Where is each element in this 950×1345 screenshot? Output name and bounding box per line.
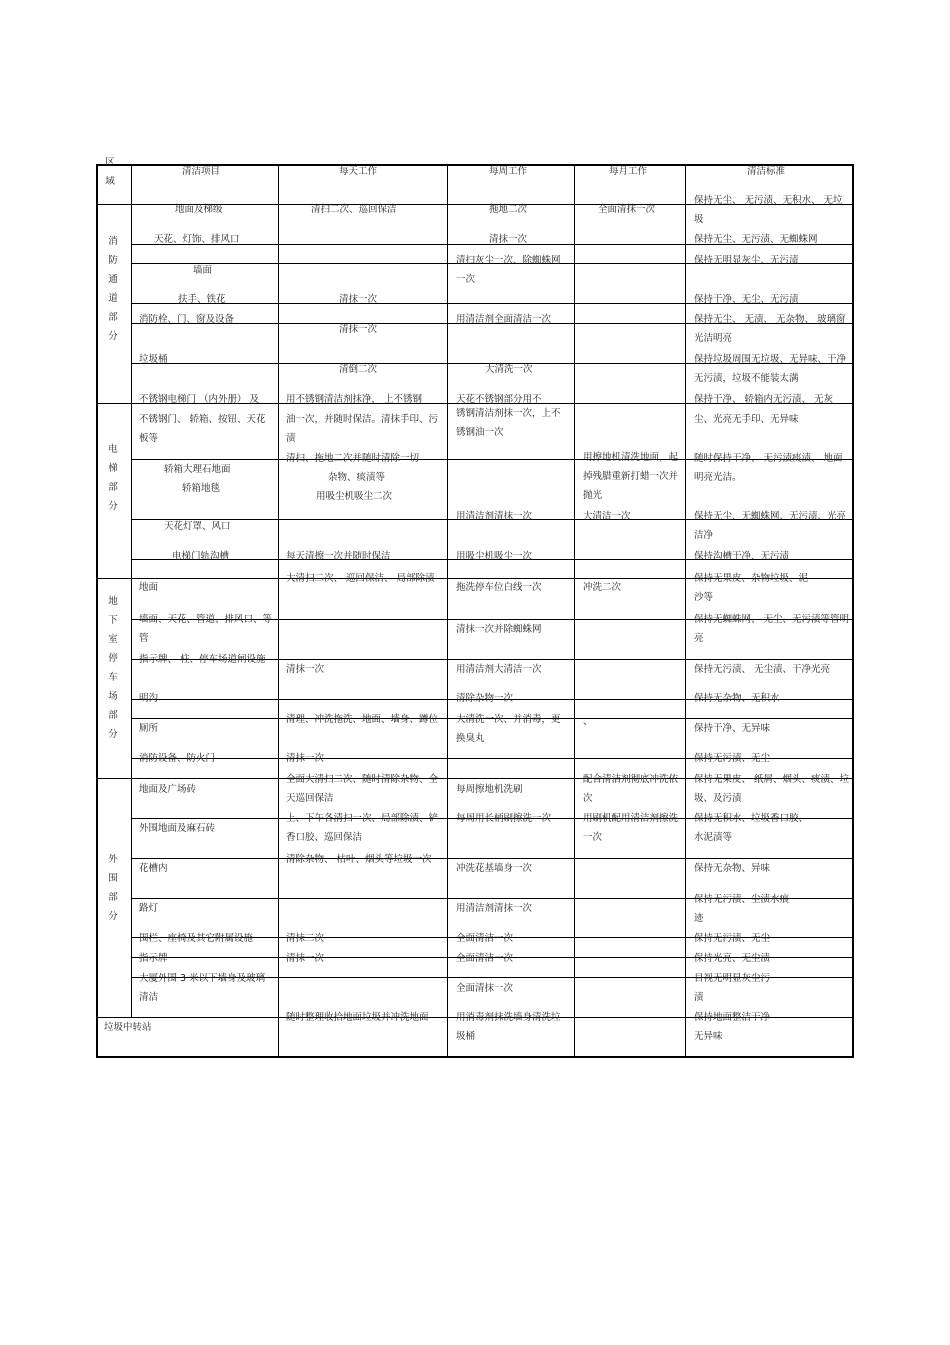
cell-item: 轿箱大理石地面: [164, 464, 231, 475]
table-left-border: [96, 164, 98, 1058]
header-weekly: 每周工作: [489, 166, 528, 177]
cell-weekly: 全面清洁一次: [456, 953, 514, 964]
cell-item: 大厦外围 3 米以下墙身及玻璃清洁: [139, 973, 266, 1003]
cell-weekly: 清扫灰尘一次、除蜘蛛网一次: [456, 255, 561, 285]
cell-weekly: 清抹一次: [489, 234, 528, 245]
cell-standard: 保持光亮、无尘渍: [694, 953, 771, 964]
cell-standard: 保持无明显灰尘、无污渍: [694, 255, 799, 266]
cell-standard: 保持干净、无异味: [694, 723, 771, 734]
cell-item: 不锈钢电梯门 （内外册） 及: [139, 394, 260, 405]
cell-daily: 清抹二次: [286, 933, 325, 944]
cell-weekly: 全面清洁一次: [456, 933, 514, 944]
section-fire-label: 消防通道部分: [108, 236, 118, 342]
col-divider: [278, 164, 279, 1057]
cell-standard: 保持无污渍、尘渍水痕迹: [694, 894, 790, 924]
cell-standard: 保持干净、 轿箱内无污渍、 无灰: [694, 394, 834, 405]
cell-monthly: 大清洁一次: [583, 511, 631, 522]
header-monthly: 每月工作: [609, 166, 648, 177]
cell-item: 围栏、座椅及其它附属设施: [139, 933, 254, 944]
cell-weekly: 大清洗一次: [485, 364, 533, 375]
cell-standard: 保持干净、无尘、无污渍: [694, 294, 799, 305]
cell-standard: 保持无尘、 无污渍、无积水、 无垃圾: [694, 195, 843, 225]
cell-daily: 油一次，并随时保洁。清抹手印、污渍: [286, 414, 439, 444]
cell-weekly: 全面清抹一次: [456, 983, 514, 994]
cell-weekly: 每周用长柄刷擦洗一次: [456, 813, 552, 824]
cell-monthly: 全面清抹一次: [598, 204, 656, 215]
cell-standard: 目视无明显灰尘污渍: [694, 973, 771, 1003]
cell-daily: 大清扫二次、 巡回保洁、 局部除渍: [286, 573, 435, 584]
cell-weekly: 用清洁剂清抹一次: [456, 903, 533, 914]
cell-daily: 清抹一次: [286, 664, 325, 675]
cell-standard: 保持无杂物、异味: [694, 863, 771, 874]
cell-daily: 随时整理收拾地面垃圾并冲洗地面: [286, 1012, 429, 1023]
cell-weekly: 冲洗花基墙身一次: [456, 863, 533, 874]
cell-weekly: 用消毒剂抹洗墙身清洗垃圾桶: [456, 1012, 561, 1042]
cell-standard: 保持无蜘蛛网、 无尘、无污渍等管明亮: [694, 614, 850, 644]
cell-item: 扶手、铁花: [178, 294, 226, 305]
cell-item: 花槽内: [139, 863, 168, 874]
cell-item: 路灯: [139, 903, 159, 914]
cell-weekly: 拖洗停车位白线一次: [456, 582, 542, 593]
cell-item: 地面及广场砖: [139, 784, 197, 795]
cell-item: 天花、灯饰、排风口: [154, 234, 240, 245]
cell-standard: 保持无杂物、无积水: [694, 693, 780, 704]
cell-standard: 保持无污渍、 无尘渍、干净光亮: [694, 664, 831, 675]
cell-item: 消防设备、防火门: [139, 753, 216, 764]
cell-standard: 保持无果皮、 纸屑、烟头、痰渍、垃圾、及污渍: [694, 774, 850, 804]
cell-standard: 保持无积水、垃圾香口胶、水泥渍等: [694, 813, 809, 843]
cell-weekly: 拖地二次: [489, 204, 528, 215]
cell-standard: 保持无污渍、无尘: [694, 753, 771, 764]
cell-item: 电梯门轨沟槽: [172, 551, 230, 562]
header-daily: 每天工作: [339, 166, 378, 177]
cell-weekly: 用清洁剂大清洁一次: [456, 664, 542, 675]
cell-daily: 每天清擦一次并随时保洁: [286, 551, 391, 562]
cell-weekly: 大清洗一次、并消毒，更换臭丸: [456, 714, 561, 744]
col-divider: [447, 164, 448, 1057]
cell-weekly: 清抹一次并除蜘蛛网: [456, 624, 542, 635]
cell-standard: 保持无尘、无蜘蛛网、无污渍、光亮洁净: [694, 511, 847, 541]
cell-item: 轿箱地毯: [182, 483, 221, 494]
cell-weekly: 锈钢清洁剂抹一次，上不锈钢油一次: [456, 408, 561, 438]
cell-weekly: 用吸尘机吸尘一次: [456, 551, 533, 562]
cell-weekly: 每周擦地机洗刷: [456, 784, 523, 795]
col-divider: [574, 164, 575, 1057]
cell-standard: 尘、光亮无手印、无异味: [694, 414, 799, 425]
cell-daily: 清扫、拖地二次并随时清除一切: [286, 453, 420, 464]
col-divider: [685, 164, 686, 1057]
cell-monthly: 用擦地机清洗地面，起掉残腊重新打蜡一次并抛光: [583, 452, 679, 501]
cell-item: 地面及梯级: [175, 204, 223, 215]
cell-daily: 清扫二次、巡回保洁: [311, 204, 397, 215]
cell-item: 指示牌、 柱、停车场道闸设施: [139, 654, 266, 665]
cell-item: 地面: [139, 582, 159, 593]
cell-item: 垃圾桶: [139, 354, 168, 365]
cell-daily: 清抹一次: [286, 753, 325, 764]
cell-monthly: 、: [583, 716, 593, 727]
cell-standard: 保持无果皮、杂物垃圾、泥沙等: [694, 573, 809, 603]
cell-item: 明沟: [139, 693, 159, 704]
cell-weekly: 天花不锈钢部分用不: [456, 394, 542, 405]
cell-item: 消防栓、门、窗及设备: [139, 314, 235, 325]
cell-daily: 用不锈钢清洁剂抹净， 上不锈钢: [286, 394, 423, 405]
section-elevator-label: 电梯部分: [108, 444, 118, 512]
cell-standard: 保持无污渍、无尘: [694, 933, 771, 944]
cell-item: 指示牌: [139, 953, 168, 964]
cell-item: 墙面: [193, 265, 213, 276]
cell-daily: 清除杂物、 枯叶、烟头等垃圾一次: [286, 854, 432, 865]
header-area: 区域: [105, 157, 115, 187]
cell-daily: 清理、冲洗拖洗、地面、墙身、蹲位: [286, 714, 439, 725]
cell-item: 垃圾中转站: [104, 1022, 152, 1033]
cell-weekly: 用清洁剂全面清洁一次: [456, 314, 552, 325]
cell-standard: 保持无尘、 无渍、 无杂物、 玻璃窗光洁明亮: [694, 314, 846, 344]
cell-item: 厕所: [139, 723, 159, 734]
cell-daily: 全面大清扫二次、随时清除杂物、全天巡回保洁: [286, 774, 439, 804]
cell-standard: 保持沟槽干净、无污渍: [694, 551, 790, 562]
cell-item: 不锈钢门、 轿箱、按钮、天花板等: [139, 414, 266, 444]
cell-item: 天花灯罩、风口: [164, 521, 231, 532]
header-standard: 清洁标准: [747, 166, 786, 177]
cell-standard: 保持地面整洁干净无异味: [694, 1012, 771, 1042]
cell-monthly: 配合清洁剂彻底冲洗依次: [583, 774, 679, 804]
cell-weekly: 用清洁剂清抹一次: [456, 511, 533, 522]
cell-daily: 用吸尘机吸尘二次: [316, 491, 393, 502]
cell-monthly: 用刷机配用清洁剂擦洗一次: [583, 813, 679, 843]
cell-item: 外围地面及麻石砖: [139, 823, 216, 834]
cell-standard: 保持无尘、无污渍、无蜘蛛网: [694, 234, 818, 245]
cell-standard: 随时保持干净、 无污渍痰渍、 地面明亮光洁。: [694, 453, 843, 483]
cell-daily: 清倒二次: [339, 364, 378, 375]
cell-daily: 清抹一次: [339, 294, 378, 305]
section-outer-label: 外围部分: [108, 854, 118, 922]
cell-daily: 杂物、痰渍等: [328, 472, 386, 483]
cell-standard: 保持垃圾周围无垃圾、无异味、干净无污渍，垃圾不能装太满: [694, 354, 847, 384]
cell-daily: 上、下午各清扫一次、局部除渍、铲香口胶、巡回保洁: [286, 813, 439, 843]
cell-item: 墙面、天花、管道、排风口、等管: [139, 614, 273, 644]
cell-weekly: 清除杂物一次: [456, 693, 514, 704]
col-divider: [131, 164, 132, 1017]
cell-daily: 清抹一次: [286, 953, 325, 964]
cell-monthly: 冲洗二次: [583, 582, 622, 593]
cell-daily: 清抹一次: [339, 324, 378, 335]
table-right-border: [852, 164, 854, 1058]
header-item: 清洁项目: [182, 166, 221, 177]
section-parking-label: 地下室停车场部分: [108, 596, 118, 740]
table-bottom-border: [96, 1056, 854, 1058]
